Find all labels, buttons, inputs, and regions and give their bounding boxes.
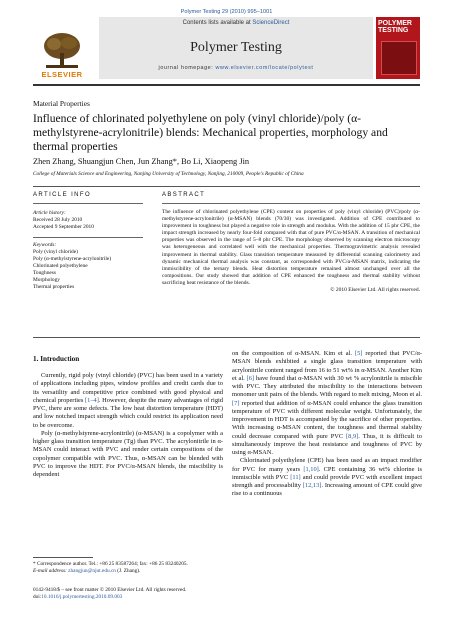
publisher-name: ELSEVIER [41,70,83,79]
email-suffix: (J. Zhang). [115,568,141,574]
article-info [33,210,143,291]
text-run: and could provide PVC with excellent impact strength and processability [232,473,422,489]
citation-link[interactable]: [5] [354,350,363,357]
keyword: Poly (vinyl chloride) [33,248,78,255]
email-link[interactable]: zhangjun@njut.edu.cn [68,568,116,574]
divider [33,337,420,338]
tree-icon [40,31,84,69]
article-info-heading: ARTICLE INFO [33,192,92,198]
doi-link[interactable]: 10.1016/j.polymertesting.2010.09.003 [41,593,123,600]
text-run: on the composition of α-MSAN. Kim et al. [232,350,355,357]
text-run: reported that addition of α-MSAN could enhance the glass transition temperature of PVC with different molecular weight. Unfortunately, the improvement in HDT is accompanied by the sacrifice of other properties. With increasing α-MSAN content, the toughness and thermal stability could decrease compared with pure PVC [232,399,422,440]
section-heading: 1. Introduction [33,355,80,363]
keywords-label: Keywords: [33,241,57,248]
authors: Zhen Zhang, Shuangjun Chen, Jun Zhang*, Bo Li, Xiaopeng Jin [33,157,250,166]
citation-link[interactable]: [1,10] [303,465,319,473]
paragraph [232,350,422,457]
divider [33,203,143,204]
keyword: Chlorinated polyethylene [33,262,88,269]
affiliation: College of Materials Science and Engineering, Nanjing University of Technology, Nanjing, 210009, People's Republic of China [33,171,304,177]
citation-link[interactable]: [8,9] [346,432,359,440]
right-column [232,350,422,499]
sciencedirect-link[interactable]: ScienceDirect [252,20,290,26]
journal-banner [99,17,373,79]
history-label: Article history: [33,210,66,216]
article-title: Influence of chlorinated polyethylene on poly (vinyl chloride)/poly (α-methylstyrene-acrylonitrile) blends: Mechanical properties, morphology and thermal properties [33,112,388,153]
received-date: Received 28 July 2010 [33,217,83,223]
cover-image [381,41,417,75]
journal-cover[interactable] [376,17,420,79]
keyword: Toughness [33,269,56,276]
divider [162,203,420,204]
footnote-divider [33,557,93,558]
front-matter [33,587,233,600]
homepage-link[interactable]: www.elsevier.com/locate/polytest [215,65,314,71]
text-run: . However, despite the many advantages of rigid PVC, there are some defects. The low heat distortion temperature (HDT) and low notched impact strength which could restrict its application need to be overcome. [33,396,223,429]
journal-header [33,17,420,80]
homepage-prefix: journal homepage: [158,65,216,71]
correspondence-note: * Correspondence author. Tel.: +86 25 83587264; fax: +86 25 83240205. [33,561,188,567]
paragraph [33,430,223,480]
header-divider [33,84,420,86]
email-label: E-mail address: [33,568,69,574]
text-run: . Increasing amount of CPE could give rise to a continuous [232,482,422,498]
copyright: © 2010 Elsevier Ltd. All rights reserved. [330,287,420,294]
issn-line: 0142-9418/$ – see front matter © 2010 Elsevier Ltd. All rights reserved. [33,587,187,593]
doi-prefix: doi: [33,593,42,600]
divider [33,186,420,187]
text-run: reported that PVC/α-MSAN blends exhibited a single glass transition temperature with acrylonitrile content ranged from 16 to 51 wt% in α-MSAN. Another Kim et al. [232,350,423,382]
doi-line [33,594,233,601]
paragraph [33,372,223,430]
elsevier-logo[interactable] [33,17,91,79]
section-label: Material Properties [33,99,90,108]
abstract-heading: ABSTRACT [162,192,206,198]
citation-link[interactable]: [1–4] [85,396,99,404]
journal-homepage [99,65,373,71]
footnote [33,561,223,575]
contents-prefix: Contents lists available at [182,20,253,26]
paragraph [232,457,422,498]
text-run: Currently, rigid poly (vinyl chloride) (PVC) has been used in a variety of applications including pipes, window profiles and credit cards due to its versatility and competitive price combined with good physical and chemical properties [33,372,223,404]
divider [33,237,143,238]
journal-reference: Polymer Testing 29 (2010) 995–1001 [180,9,273,15]
citation-link[interactable]: [6] [246,374,255,382]
abstract [162,209,420,294]
citation-link[interactable]: [11] [290,473,301,481]
left-column [33,372,223,479]
text-run: . Thus, it is difficult to simultaneously improve the heat resistance and toughness of PVC by using α-MSAN. [232,432,422,456]
text-run: . CPE containing 36 wt% chlorine is immiscible with PVC [232,465,422,481]
citation-link[interactable]: [7] [232,399,240,407]
keyword: Morphology [33,276,60,283]
text-run: Poly (α-methylstyrene-acrylonitrile) (α-MSAN) is a copolymer with a higher glass transition temperature (Tg) than PVC. The acrylonitrile in α-MSAN could interact with PVC and render certain compositions of the copolymer compatible with PVC. Thus, α-MSAN can be blended with PVC to improve the HDT. For PVC/α-MSAN blends, the miscibility is dependent [33,429,223,478]
journal-title: Polymer Testing [190,40,282,55]
accepted-date: Accepted 9 September 2010 [33,224,94,230]
contents-line [99,20,373,26]
keyword: Poly (α-methylstyrene-acrylonitrile) [33,255,112,262]
text-run: have found that α-MSAN with 30 wt % acrylonitrile is miscible with PVC. They attributed the miscibility to the interactions between monomer unit pairs of the blends. With regard to melt mixing, Moon et al. [232,374,422,399]
text-run: Chlorinated polyethylene (CPE) has been used as an impact modifier for PVC for many years [232,457,422,473]
citation-link[interactable]: [12,13] [302,482,322,489]
email-note [33,568,223,575]
cover-title: POLYMER TESTING [378,20,412,34]
abstract-text: The influence of chlorinated polyethylene (CPE) content on properties of poly (vinyl chloride) (PVC)/poly (α-methylstyrene-acrylonitrile) (α-MSAN) blends (70/30) was investigated. Addition of CPE contributed to improvement in toughness but played a negative role in strength and modulus. With the addition of 15 phr CPE, the impact strength increased by nearly four-fold compared with that of pure PVC/α-MSAN. A transition of mechanical properties was observed in the range of 5–8 phr CPE. The morphology observed by scanning electron microscopy was heterogeneous and correlated well with the mechanical properties. Thermogravimetric analysis revealed improvement in thermal stability. Glass transition temperature measured by differential scanning calorimetry and dynamic mechanical thermal analysis was constant, as corresponded with PVC/α-MSAN matrix, indicating the immiscibility of the ternary blends. Heat distortion temperature remained almost unchanged over all the compositions. Our study showed that addition of CPE enhanced the toughness and thermal stability without sacrificing heat resistance of the blends. [162,209,420,286]
keyword: Thermal properties [33,283,75,290]
